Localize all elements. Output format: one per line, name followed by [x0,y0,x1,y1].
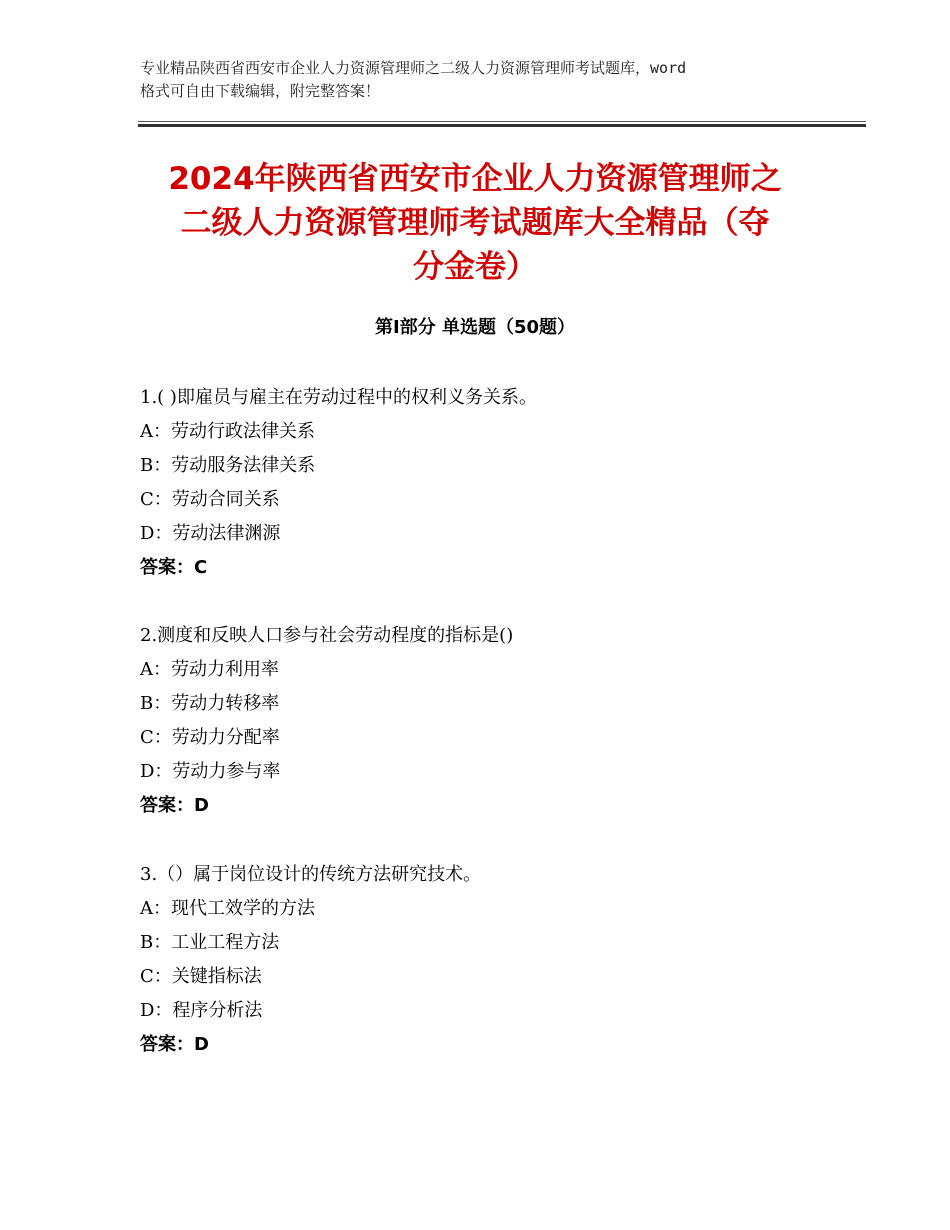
question-block [140,619,840,823]
question-stem: 1.( )即雇员与雇主在劳动过程中的权利义务关系。 [140,387,537,408]
document-title-line: 二级人力资源管理师考试题库大全精品（夺 [180,205,770,241]
option-a: A：劳动行政法律关系 [140,421,315,442]
header-divider-thick [138,124,866,127]
option-a: A：劳动力利用率 [140,659,279,680]
option-d: D：劳动力参与率 [140,761,281,782]
option-b: B：工业工程方法 [140,932,280,953]
answer: 答案：D [140,795,209,816]
section-title: 第Ⅰ部分 单选题（50题） [374,317,575,338]
option-d: D：劳动法律渊源 [140,523,281,544]
option-c: C：劳动合同关系 [140,489,280,510]
question-block [140,381,840,585]
option-c: C：劳动力分配率 [140,727,280,748]
document-title-line: 2024年陕西省西安市企业人力资源管理师之 [168,161,782,197]
option-d: D：程序分析法 [140,1000,263,1021]
option-b: B：劳动服务法律关系 [140,455,316,476]
option-a: A：现代工效学的方法 [140,898,315,919]
header-divider-thin [138,121,866,122]
option-b: B：劳动力转移率 [140,693,280,714]
answer: 答案：D [140,1034,209,1055]
answer: 答案：C [140,557,208,578]
option-c: C：关键指标法 [140,966,262,987]
header-note [140,57,830,103]
header-note-line: 专业精品陕西省西安市企业人力资源管理师之二级人力资源管理师考试题库，word [140,59,687,77]
question-block [140,858,840,1062]
question-stem: 2.测度和反映人口参与社会劳动程度的指标是() [140,625,514,646]
header-note-line: 格式可自由下载编辑，附完整答案！ [140,82,381,100]
question-stem: 3.（）属于岗位设计的传统方法研究技术。 [140,864,482,885]
document-title [120,157,830,289]
document-title-line: 分金卷） [413,249,537,285]
